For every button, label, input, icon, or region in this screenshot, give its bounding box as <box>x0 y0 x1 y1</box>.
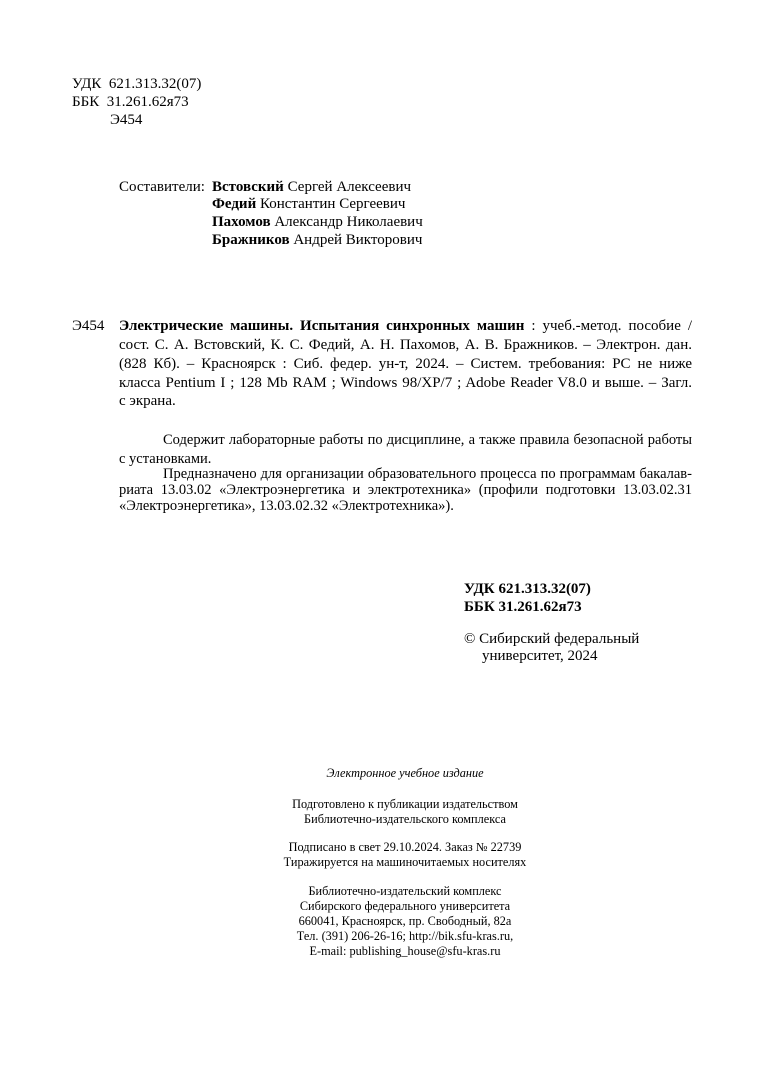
copyright-line-1: © Сибирский федеральный <box>464 631 640 647</box>
bib-title: Электрические машины. Испытания синхронных машин <box>119 318 525 334</box>
publisher-phone: Тел. (391) 206-26-16; http://bik.sfu-kras.ru, <box>296 929 514 943</box>
bib-line-5: с экрана. <box>119 393 176 409</box>
udk-line <box>72 75 201 94</box>
right-bbk: ББК 31.261.62я73 <box>464 599 582 615</box>
publisher-address: 660041, Красноярск, пр. Свободный, 82а <box>298 914 512 928</box>
replication-note: Тиражируется на машиночитаемых носителях <box>283 855 527 869</box>
publisher-line-2: Сибирского федерального университета <box>299 899 511 913</box>
bib-line-1-rest: : учеб.-метод. пособие / <box>524 318 692 334</box>
bib-line-4: класса Pentium I ; 128 Mb RAM ; Windows 98/XP/7 ; Adobe Reader V8.0 и выше. – Загл. <box>119 375 692 391</box>
bbk-line <box>72 93 189 112</box>
annotation-p1-line1: Содержит лабораторные работы по дисциплине, а также правила безопасной работы <box>163 432 692 448</box>
annotation-p1-line2: с установками. <box>119 451 212 467</box>
author-mark: Э454 <box>110 112 143 128</box>
edition-type: Электронное учебное издание <box>326 766 484 780</box>
udk-value: 621.313.32(07) <box>108 76 202 92</box>
publisher-line-1: Библиотечно-издательский комплекс <box>308 884 502 898</box>
compiler-3-name: Александр Николаевич <box>274 214 423 230</box>
compiler-3-surname: Пахомов <box>212 214 271 230</box>
compiler-3 <box>212 213 423 232</box>
bbk-value: 31.261.62я73 <box>106 94 189 110</box>
bib-line-2: сост. С. А. Встовский, К. С. Федий, А. Н. Пахомов, А. В. Бражников. – Электрон. дан. <box>119 337 692 353</box>
annotation-p2-line3: «Электроэнергетика», 13.03.02.32 «Электротехника»). <box>119 498 454 514</box>
compiler-1-name: Сергей Алексеевич <box>287 179 412 195</box>
signed-to-publish: Подписано в свет 29.10.2024. Заказ № 22739 <box>288 840 522 854</box>
compilers-label: Составители: <box>119 179 205 195</box>
compiler-2-name: Константин Сергеевич <box>259 196 406 212</box>
compiler-4 <box>212 231 422 250</box>
compiler-2-surname: Федий <box>212 196 257 212</box>
bib-line-3: (828 Кб). – Красноярск : Сиб. федер. ун-т, 2024. – Систем. требования: PC не ниже <box>119 356 692 372</box>
compiler-4-name: Андрей Викторович <box>293 232 423 248</box>
bib-mark: Э454 <box>72 318 105 334</box>
compiler-1-surname: Встовский <box>212 179 284 195</box>
copyright-line-2: университет, 2024 <box>482 648 598 664</box>
right-udk: УДК 621.313.32(07) <box>464 581 591 597</box>
annotation-p2-line2: риата 13.03.02 «Электроэнергетика и электротехника» (профили подготовки 13.03.02.31 <box>119 482 692 498</box>
compiler-2 <box>212 195 405 214</box>
publisher-email: E-mail: publishing_house@sfu-kras.ru <box>309 944 501 958</box>
udk-label: УДК <box>72 76 102 92</box>
prepared-line-2: Библиотечно-издательского комплекса <box>304 812 506 826</box>
annotation-p2-line1: Предназначено для организации образовательного процесса по программам бакалав- <box>163 466 692 482</box>
bib-line-1 <box>119 317 692 336</box>
prepared-line-1: Подготовлено к публикации издательством <box>292 797 518 811</box>
bbk-label: ББК <box>72 94 100 110</box>
compiler-4-surname: Бражников <box>212 232 290 248</box>
